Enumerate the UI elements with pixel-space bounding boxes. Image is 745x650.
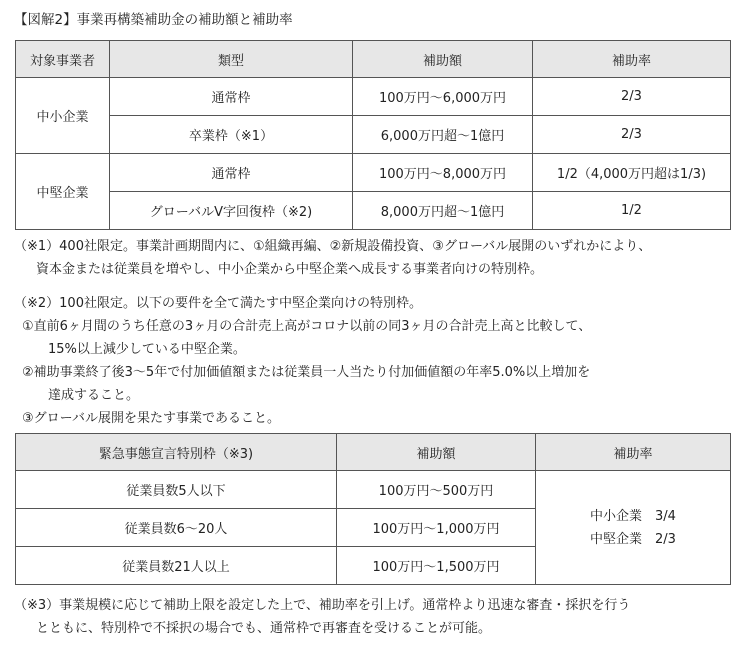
target-cell: 中堅企業 — [16, 154, 110, 230]
header-amount: 補助額 — [337, 434, 536, 471]
type-cell: グローバルV字回復枠（※2) — [110, 192, 353, 230]
footnote-1-line-1: （※1）400社限定。事業計画期間内に、①組織再編、②新規設備投資、③グローバル展開のいずれかにより、 — [14, 239, 652, 254]
amount-cell: 8,000万円超〜1億円 — [353, 192, 533, 230]
header-target: 対象事業者 — [16, 41, 110, 78]
figure-title: 【図解2】事業再構築補助金の補助額と補助率 — [14, 12, 293, 28]
type-cell: 卒業枠（※1） — [110, 116, 353, 154]
header-rate: 補助率 — [536, 434, 731, 471]
footnote-3-line-2: とともに、特別枠で不採択の場合でも、通常枠で再審査を受けることが可能。 — [36, 621, 492, 636]
rate-cell: 1/2（4,000万円超は1/3) — [533, 154, 731, 192]
rate-sme: 中小企業 3/4 — [590, 508, 676, 524]
footnote-2-item-2: ②補助事業終了後3〜5年で付加価値額または従業員一人当たり付加価値額の年率5.0%以上増加を — [22, 365, 591, 380]
table-row — [16, 116, 731, 154]
target-cell: 中小企業 — [16, 78, 110, 154]
table-row — [16, 192, 731, 230]
amount-cell: 6,000万円超〜1億円 — [353, 116, 533, 154]
subsidy-table — [15, 40, 731, 230]
header-type: 類型 — [110, 41, 353, 78]
rate-cell: 2/3 — [533, 116, 731, 154]
footnote-2-item-3: ③グローバル展開を果たす事業であること。 — [22, 411, 281, 426]
footnote-2-item-1: ①直前6ヶ月間のうち任意の3ヶ月の合計売上高がコロナ以前の同3ヶ月の合計売上高と比較して、 — [22, 319, 592, 334]
rate-midsize: 中堅企業 2/3 — [590, 531, 676, 547]
amount-cell: 100万円〜8,000万円 — [353, 154, 533, 192]
table-row — [16, 78, 731, 116]
table-row — [16, 471, 731, 509]
table-header-row — [16, 41, 731, 78]
category-cell: 従業員数6〜20人 — [16, 509, 337, 547]
emergency-table — [15, 433, 731, 585]
header-amount: 補助額 — [353, 41, 533, 78]
amount-cell: 100万円〜1,000万円 — [337, 509, 536, 547]
category-cell: 従業員数5人以下 — [16, 471, 337, 509]
rate-cell — [536, 471, 731, 585]
footnote-1-line-2: 資本金または従業員を増やし、中小企業から中堅企業へ成長する事業者向けの特別枠。 — [36, 262, 544, 277]
footnote-2-item-1-cont: 15%以上減少している中堅企業。 — [48, 342, 246, 357]
type-cell: 通常枠 — [110, 78, 353, 116]
footnote-3-line-1: （※3）事業規模に応じて補助上限を設定した上で、補助率を引上げ。通常枠より迅速な審査・採択を行う — [14, 598, 631, 613]
rate-cell: 1/2 — [533, 192, 731, 230]
amount-cell: 100万円〜500万円 — [337, 471, 536, 509]
amount-cell: 100万円〜6,000万円 — [353, 78, 533, 116]
footnote-2-item-2-cont: 達成すること。 — [48, 388, 140, 403]
table-header-row — [16, 434, 731, 471]
amount-cell: 100万円〜1,500万円 — [337, 547, 536, 585]
category-cell: 従業員数21人以上 — [16, 547, 337, 585]
rate-cell: 2/3 — [533, 78, 731, 116]
type-cell: 通常枠 — [110, 154, 353, 192]
table-row — [16, 154, 731, 192]
header-rate: 補助率 — [533, 41, 731, 78]
footnote-2-line-1: （※2）100社限定。以下の要件を全て満たす中堅企業向けの特別枠。 — [14, 296, 422, 311]
header-category: 緊急事態宣言特別枠（※3) — [16, 434, 337, 471]
